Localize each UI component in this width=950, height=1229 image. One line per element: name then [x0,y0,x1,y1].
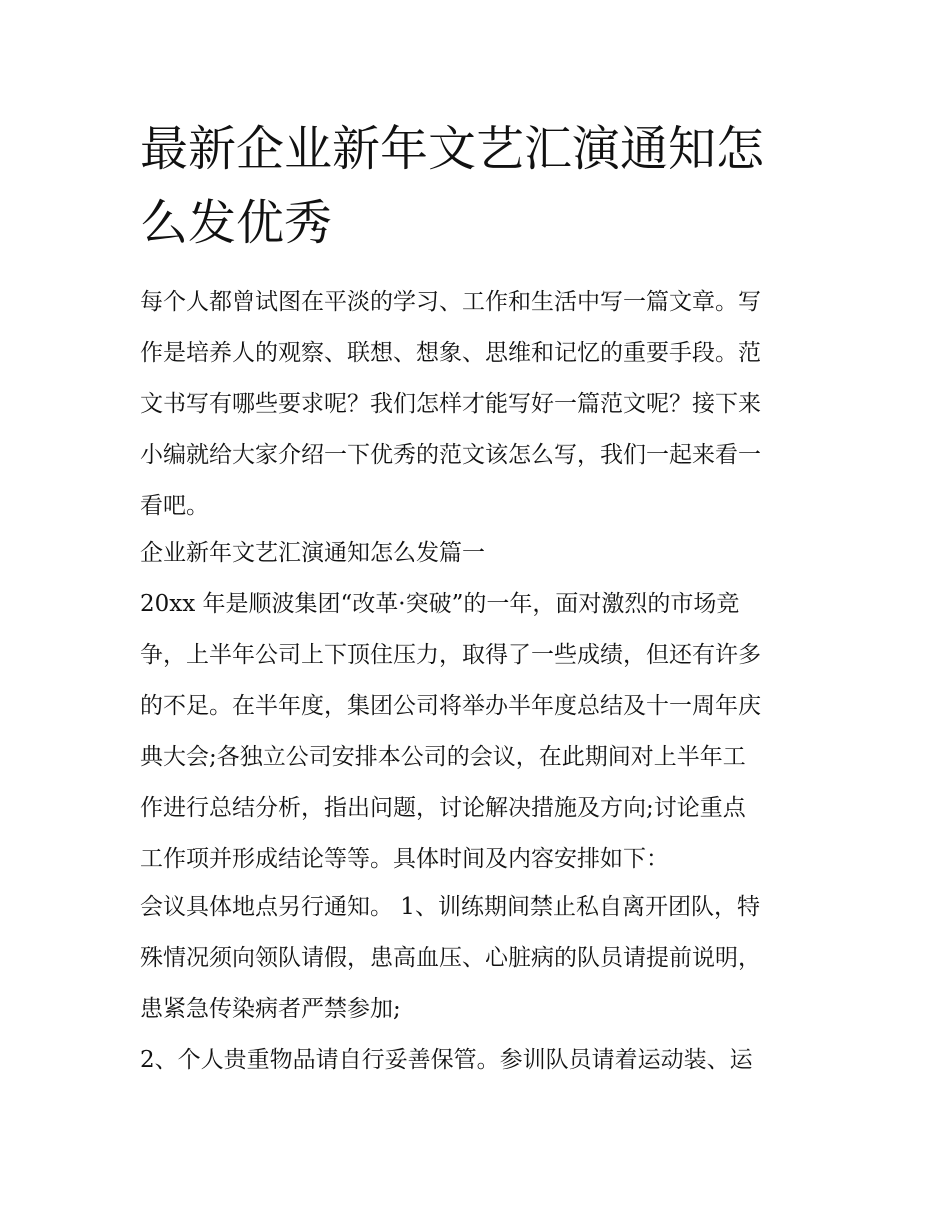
title-line: 最新企业新年文艺汇演通知怎 [140,121,765,177]
text-line: 2、个人贵重物品请自行妥善保管。参训队员请着运动装、运 [140,1047,753,1073]
text-line: 会议具体地点另行通知。 1、训练期间禁止私自离开团队，特 [140,894,760,920]
text-line: 患紧急传染病者严禁参加; [140,996,401,1022]
text-line: 的不足。在半年度，集团公司将举办半年度总结及十一周年庆 [140,693,761,719]
text-line: 企业新年文艺汇演通知怎么发篇一 [140,540,485,566]
text-line: 作是培养人的观察、联想、想象、思维和记忆的重要手段。范 [140,340,761,366]
body-paragraph [140,1035,812,1086]
text-line: 每个人都曾试图在平淡的学习、工作和生活中写一篇文章。写 [140,289,761,315]
intro-paragraph [140,277,812,532]
title-line: 么发优秀 [140,195,333,251]
document-title [140,112,812,260]
text-line: 文书写有哪些要求呢？我们怎样才能写好一篇范文呢？接下来 [140,391,761,417]
text-line: 殊情况须向领队请假，患高血压、心脏病的队员请提前说明， [140,945,761,971]
text-line: 作进行总结分析，指出问题，讨论解决措施及方向;讨论重点 [140,795,746,821]
text-line: 20xx 年是顺波集团“改革·突破”的一年，面对激烈的市场竞 [140,591,740,617]
text-line: 争，上半年公司上下顶住压力，取得了一些成绩，但还有许多 [140,642,761,668]
section-heading [140,528,812,579]
text-line: 看吧。 [140,493,209,519]
text-line: 典大会;各独立公司安排本公司的会议，在此期间对上半年工 [140,744,746,770]
text-line: 工作项并形成结论等等。具体时间及内容安排如下： [140,846,669,872]
text-line: 小编就给大家介绍一下优秀的范文该怎么写，我们一起来看一 [140,442,761,468]
body-paragraph [140,579,812,885]
body-paragraph [140,882,812,1035]
